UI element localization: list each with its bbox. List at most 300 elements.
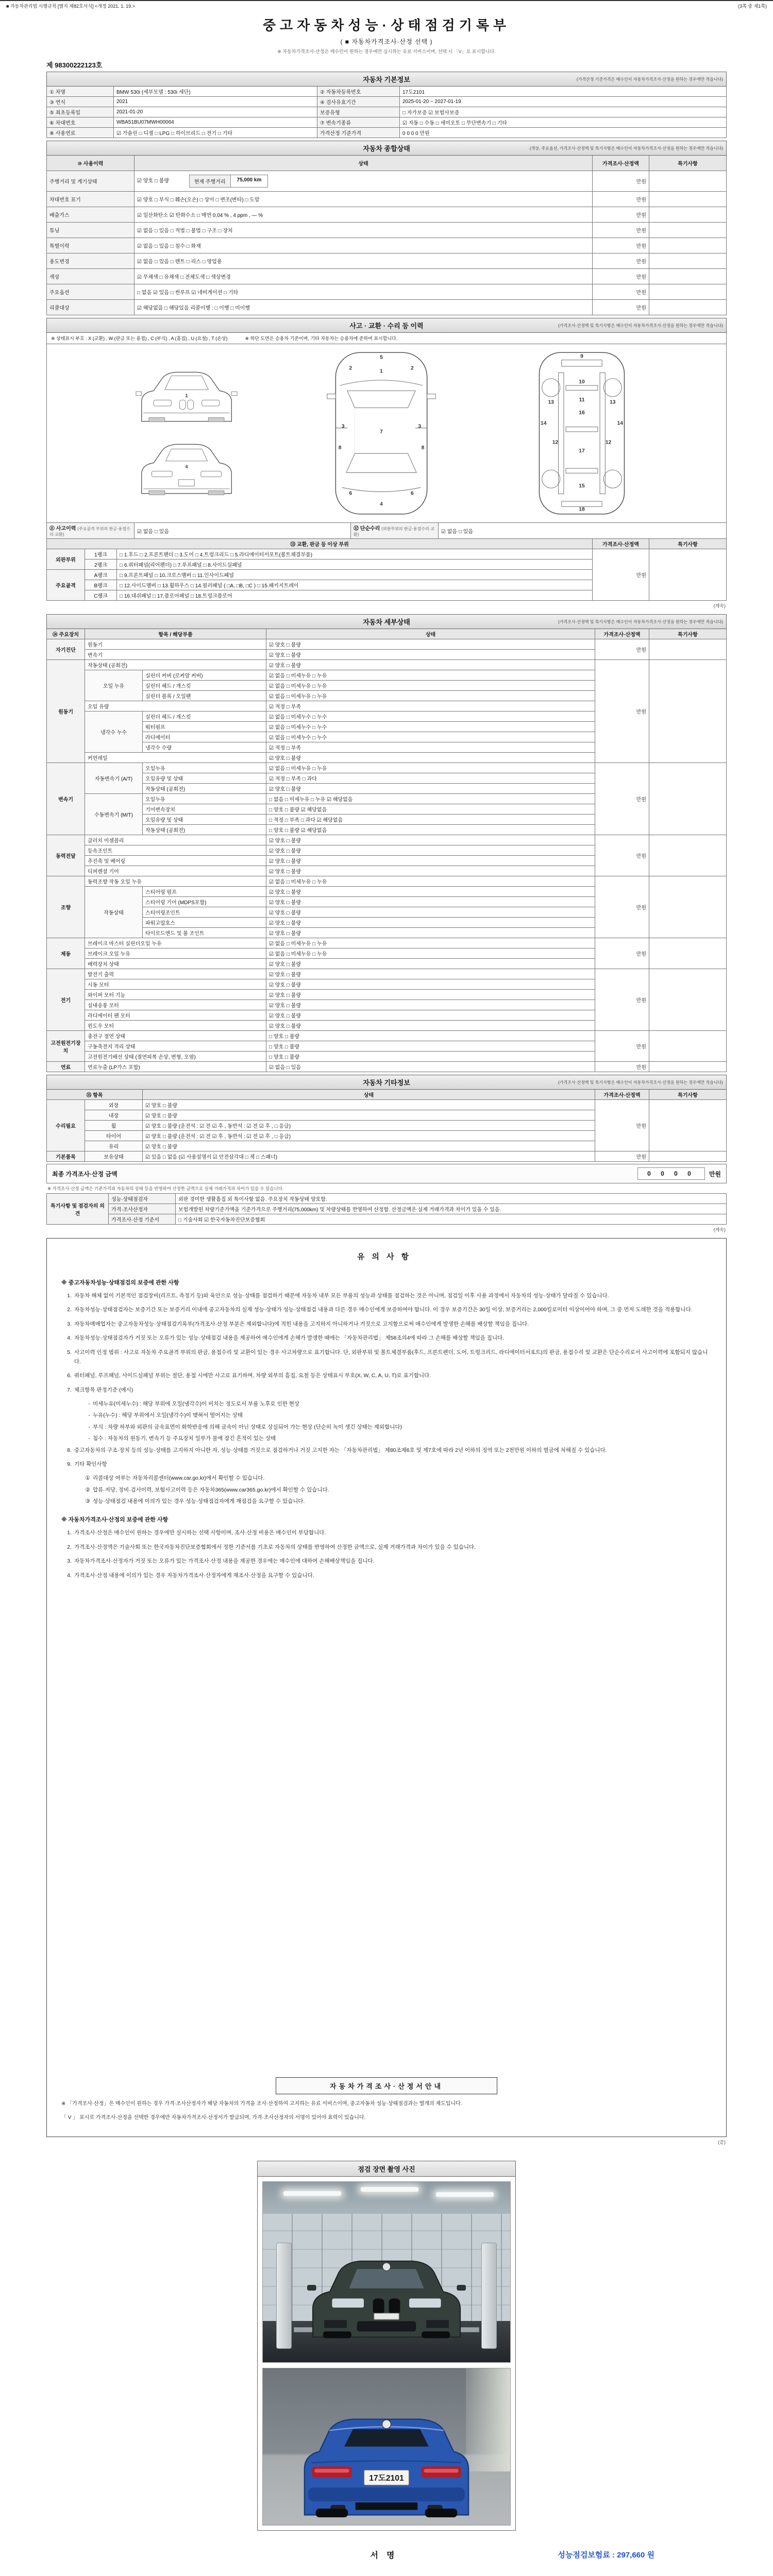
document-subnote: ※ 자동차가격조사·산정은 매수인이 원하는 경우에만 실시하는 유료 서비스이며, 선택 시 「V」로 표시합니다. <box>277 49 496 54</box>
car-elevation-diagrams <box>133 365 240 502</box>
notice-item-number: 7. <box>67 1386 72 1393</box>
svg-text:1: 1 <box>184 393 188 398</box>
document-number: 제 98300222123호 <box>46 61 103 69</box>
item-cell: 작동상태 (공회전) <box>143 825 266 835</box>
svg-text:11: 11 <box>579 397 584 403</box>
svg-text:12: 12 <box>605 439 611 446</box>
field-label: ① 차명 <box>47 87 114 97</box>
accident-checkboxes: ☑ 없음 □ 있음 <box>135 523 351 539</box>
subgroup-cell: 자동변속기 (A/T) <box>85 763 143 794</box>
field-label: 보증유형 <box>317 107 400 117</box>
note-cell <box>649 1031 727 1062</box>
svg-text:2: 2 <box>349 365 352 371</box>
state-cell: ☑ 없음 □ 있음 □ 렌트 □ 리스 □ 영업용 <box>135 253 593 269</box>
item-cell: 커먼레일 <box>85 753 266 763</box>
price-cell: 만원 <box>595 1062 649 1072</box>
price-cell: 만원 <box>595 876 649 938</box>
item-cell: 변속기 <box>85 650 266 660</box>
notice-item-number: ① <box>85 1475 90 1482</box>
notice-item <box>61 1371 712 1380</box>
workshop-ceiling <box>263 2182 510 2214</box>
subgroup-cell: 작동상태 <box>85 887 143 938</box>
state-cell: ☑ 양호 □ 불량 <box>266 1000 595 1010</box>
notice-item-number: 5. <box>67 1349 72 1355</box>
notice-item <box>61 1556 712 1566</box>
warranty-type-checkboxes: □ 자가보증 ☑ 보험사보증 <box>400 107 727 117</box>
state-cell: ☑ 양호 □ 불량 (운전석 : ☑ 전 ☑ 후 , 동반석 : ☑ 전 ☑ 후 , □ 응급) <box>143 1131 595 1141</box>
group-cell: 고전원전기장치 <box>47 1031 85 1062</box>
column-header: 가격조사·산정액 <box>595 629 649 639</box>
state-cell: ☑ 적정 □ 부족 <box>266 701 595 711</box>
state-cell: ☑ 없음 □ 있음 □ 침수 □ 화재 <box>135 238 593 253</box>
state-cell: ☑ 무채색 □ 유채색 □ 전체도색 □ 색상변경 <box>135 269 593 284</box>
item-cell: 보유상태 <box>85 1151 143 1162</box>
item-cell: 윈도우 모터 <box>85 1021 266 1031</box>
subgroup-cell: 수동변속기 (M/T) <box>85 794 143 835</box>
accident-flags-table <box>46 522 727 539</box>
item-cell: 휠 <box>85 1121 143 1131</box>
svg-text:15: 15 <box>578 483 585 489</box>
accident-label-text: ⑪ 사고이력 <box>49 526 76 532</box>
note-cell <box>649 300 727 315</box>
notice-item <box>61 1333 712 1343</box>
field-label: ⑤ 최초등록일 <box>47 107 114 117</box>
item-cell: 라디에이터 <box>143 732 266 742</box>
vin-value: WBA51BU07MWH00064 <box>114 117 317 128</box>
item-cell: 파워고압호스 <box>143 918 266 928</box>
notice-item-number: 8. <box>67 1447 72 1453</box>
state-cell: ☑ 양호 □ 불량 <box>266 866 595 876</box>
etc-info-note: (가격조사·산정액 및 특기사항은 매수인이 자동차가격조사·산정을 원하는 경우에만 적습니다) <box>558 1080 723 1084</box>
price-cell: 만원 <box>593 207 649 223</box>
row-label: 주요옵션 <box>47 284 135 300</box>
simple-repair-checkboxes: ☑ 없음 □ 있음 <box>439 523 727 539</box>
column-header: ⑮ 항목 <box>47 1090 143 1100</box>
note-cell <box>649 876 727 938</box>
price-cell: 만원 <box>595 1151 649 1162</box>
etc-info-header <box>46 1075 727 1090</box>
car-top-view-diagram <box>323 348 440 518</box>
top-meta-line <box>0 0 773 10</box>
item-cell: 실린더 커버 (로커암 커버) <box>143 670 266 681</box>
notice-item-number: ② <box>85 1486 90 1493</box>
rank-label: A랭크 <box>85 570 117 580</box>
basic-info-table <box>46 86 727 138</box>
row-label: 특별이력 <box>47 238 135 253</box>
column-header: 상태 <box>266 629 595 639</box>
group-cell: 기본품목 <box>47 1151 85 1162</box>
state-cell: ☑ 양호 □ 불량 <box>266 650 595 660</box>
signature-strip <box>46 2544 727 2565</box>
group-cell: 수리필요 <box>47 1100 85 1151</box>
simple-repair-label <box>351 523 439 539</box>
state-cell: ☑ 적정 □ 부족 □ 과다 <box>266 773 595 784</box>
notice-item-text: 가격조사·산정 내용에 이의가 있는 경우 자동차가격조사·산정자에게 재조사·산정을 요구할 수 있습니다. <box>74 1572 314 1579</box>
item-cell: 추진축 및 베어링 <box>85 856 266 866</box>
svg-text:1: 1 <box>380 368 383 375</box>
state-cell: ☑ 양호 □ 부식 □ 훼손(오손) □ 상이 □ 변조(변타) □ 도말 <box>135 192 593 207</box>
legend-note: ※ 하단 도면은 승용차 기준이며, 기타 자동차는 승용차에 준하여 표시합니다. <box>245 336 398 341</box>
state-cell: ☑ 일산화탄소 ☑ 탄화수소 □ 매연 0.04 % , 4 ppm , ― % <box>135 207 593 223</box>
svg-text:2: 2 <box>410 365 414 371</box>
row-label: 차대번호 표기 <box>47 192 135 207</box>
item-cell: 실린더 헤드 / 개스킷 <box>143 681 266 691</box>
etc-info-title: 자동차 기타정보 <box>363 1079 410 1087</box>
svg-text:8: 8 <box>421 445 425 451</box>
outer-panel-group-label: 외판부위 <box>47 549 85 570</box>
item-cell: 발전기 출력 <box>85 969 266 979</box>
notice-item-number: 2. <box>67 1307 72 1313</box>
state-cell: □ 양호 □ 불량 ☑ 해당없음 <box>266 825 595 835</box>
item-cell: 워터펌프 <box>143 722 266 732</box>
group-cell: 원동기 <box>47 660 85 763</box>
state-cell: ☑ 양호 □ 불량 <box>266 1010 595 1021</box>
state-cell: ☑ 없음 □ 미세누유 □ 누유 <box>266 681 595 691</box>
svg-text:3: 3 <box>341 423 345 430</box>
appraiser-opinion-text: 보험개발원 차량기준가액을 기준가격으로 주행거리(75,000km) 및 차량상태를 반영하여 산정함. 산정금액은 실제 거래가격과 차이가 있을 수 있음. <box>176 1204 727 1214</box>
final-price-unit: 만원 <box>709 1170 721 1178</box>
detail-state-header <box>46 614 727 629</box>
bmw-rear-view-photo-car <box>293 2402 480 2520</box>
state-cell: ☑ 양호 □ 불량 <box>266 979 595 990</box>
section-detail-state <box>46 614 727 1225</box>
notice-item-list-1 <box>61 1291 712 1508</box>
item-cell: 기어변속장치 <box>143 804 266 815</box>
price-cell: 만원 <box>595 835 649 876</box>
state-cell: ☑ 양호 □ 불량 <box>266 990 595 1000</box>
state-symbol-legend <box>46 332 727 344</box>
svg-text:12: 12 <box>552 439 558 446</box>
svg-text:14: 14 <box>617 420 623 427</box>
group-cell: 전기 <box>47 969 85 1031</box>
item-cell: 라디에이터 팬 모터 <box>85 1010 266 1021</box>
notice-item-number: - <box>88 1412 90 1419</box>
state-cell: ☑ 양호 □ 불량 <box>266 845 595 856</box>
inspection-photos-section <box>257 2161 516 2531</box>
notice-item-text: 미세누유(미세누수) : 해당 부위에 오일(냉각수)이 비치는 정도로서 부품 노후로 인한 현상 <box>93 1401 300 1407</box>
notice-item-number: 3. <box>67 1558 72 1565</box>
state-cell: ☑ 양호 □ 불량 <box>143 1141 595 1151</box>
svg-text:4: 4 <box>184 464 188 470</box>
item-cell: 충전구 절연 상태 <box>85 1031 266 1041</box>
item-cell: 와이퍼 모터 기능 <box>85 990 266 1000</box>
column-header: 특기사항 <box>649 1090 727 1100</box>
note-cell <box>649 1100 727 1151</box>
title-block <box>0 15 773 55</box>
notice-part2-title: ※ 자동차가격조사·산정의 보증에 관한 사항 <box>61 1517 169 1523</box>
car-underbody-diagram <box>523 348 641 518</box>
column-header: 특기사항 <box>649 539 727 549</box>
notice-item <box>61 1385 712 1395</box>
car-diagram-area <box>46 344 727 523</box>
group-cell: 연료 <box>47 1062 85 1072</box>
svg-text:17: 17 <box>578 448 585 454</box>
notice-item-text: 기타 확인사항 <box>74 1461 107 1467</box>
inspector-opinion-table <box>46 1193 727 1225</box>
price-cell: 만원 <box>595 763 649 835</box>
field-label: ④ 검사유효기간 <box>317 97 400 107</box>
column-header: 가격조사·산정액 <box>593 539 649 549</box>
notice-item <box>61 1305 712 1314</box>
price-cell: 만원 <box>595 969 649 1031</box>
price-cell: 만원 <box>595 660 649 763</box>
guide-line: ※ 「가격조사·산정」은 매수인이 원하는 경우 가격·조사산정자가 해당 자동차의 가격을 조사·산정하여 고지하는 유료 서비스이며, 중고자동차 성능·상태점검과는 별개의 제도입니다. <box>61 2101 462 2107</box>
state-cell: ☑ 없음 □ 미세누수 □ 누수 <box>266 732 595 742</box>
column-header: 상태 <box>143 1090 595 1100</box>
svg-text:7: 7 <box>380 429 383 435</box>
group-cell: 변속기 <box>47 763 85 835</box>
opinion-row-label: 가격조사·산정 기준서 <box>109 1214 176 1225</box>
item-cell: 스티어링 기어 (MDPS포함) <box>143 897 266 907</box>
state-cell: ☑ 적정 □ 부족 <box>266 742 595 753</box>
notice-item <box>61 1497 712 1506</box>
photo-rear-view <box>262 2368 511 2526</box>
state-cell: ☑ 없음 □ 미세누수 □ 누수 <box>266 711 595 722</box>
continuation-mark: (계속) <box>713 1227 726 1232</box>
notice-item-number: 2. <box>67 1544 72 1550</box>
state-cell: ☑ 양호 □ 불량 (운전석 : ☑ 전 ☑ 후 , 동반석 : ☑ 전 ☑ 후 , □ 응급) <box>143 1121 595 1131</box>
rank-label: C랭크 <box>85 590 117 601</box>
group-cell: 제동 <box>47 938 85 969</box>
document-subtitle: ( ■ 자동차가격조사·산정 선택 ) <box>340 38 433 45</box>
notice-item <box>61 1319 712 1329</box>
guide-box-title: 자동차가격조사·산정서안내 <box>276 2077 497 2094</box>
final-price-note: ※ 가격조사·산정 금액은 기준가격과 자동차의 상태 등을 반영하여 산정한 금액으로 실제 거래가격과 차이가 있을 수 있습니다. <box>47 1186 284 1191</box>
rank-items: □ 6.쿼터패널(리어펜더) □ 7.루프패널 □ 8.사이드실패널 <box>117 560 593 570</box>
notice-item-number: 3. <box>67 1320 72 1327</box>
final-price-label: 최종 가격조사·산정 금액 <box>52 1170 117 1178</box>
inspector-opinion-text: 외판 경미한 생활흠집 외 특이사항 없음. 주요장치 작동상태 양호함. <box>176 1194 727 1204</box>
transmission-checkboxes: ☑ 자동 □ 수동 □ 세미오토 □ 무단변속기 □ 기타 <box>400 117 727 128</box>
note-cell <box>649 253 727 269</box>
notice-item-text: 자동차 해체 없이 기본적인 점검장비(리프트, 측정기 등)와 육안으로 성능·상태를 점검하기 때문에 자동차 내부 모든 부품의 성능과 상태를 점검하는 것은 아니며, 점검일 이후 사용 과정에서 자동차의 성능·상태가 달라질 수 있습니다. <box>74 1293 609 1299</box>
item-cell: 연료누출 (LP가스 포함) <box>85 1062 266 1072</box>
opinion-group-label: 특기사항 및 점검자의 의견 <box>47 1194 109 1225</box>
accident-history-title: 사고 · 교환 · 수리 등 이력 <box>349 322 424 330</box>
group-cell: 동력전달 <box>47 835 85 876</box>
state-cell: ☑ 해당없음 □ 해당있음 리콜이행 : □ 이행 □ 미이행 <box>135 300 593 315</box>
notice-title: 유의사항 <box>357 1252 416 1261</box>
notice-item <box>61 1434 712 1443</box>
item-cell: 시동 모터 <box>85 979 266 990</box>
notice-item-text: 침수 : 자동차의 원동기, 변속기 등 주요장치 일부가 물에 잠긴 흔적이 있는 상태 <box>93 1435 276 1442</box>
price-cell: 만원 <box>593 549 649 601</box>
item-cell: 디퍼렌셜 기어 <box>85 866 266 876</box>
column-header: 가격조사·산정액 <box>593 156 649 171</box>
item-cell: 등속조인트 <box>85 845 266 856</box>
state-cell: □ 양호 □ 불량 <box>266 1041 595 1052</box>
state-cell: ☑ 양호 □ 불량 <box>266 928 595 938</box>
rank-label: 2랭크 <box>85 560 117 570</box>
state-cell: ☑ 양호 □ 불량 <box>266 660 595 670</box>
note-cell <box>649 763 727 835</box>
rank-label: B랭크 <box>85 580 117 590</box>
exchange-parts-header: ⑬ 교환, 판금 등 이상 부위 <box>47 539 593 549</box>
state-cell: ☑ 없음 □ 있음 <box>266 1062 595 1072</box>
price-cell: 만원 <box>595 1031 649 1062</box>
note-cell <box>649 1151 727 1162</box>
section-basic-info <box>46 72 727 601</box>
opinion-row-label: 가격·조사산정자 <box>109 1204 176 1214</box>
state-cell: ☑ 없음 □ 미세누유 □ 누유 <box>266 670 595 681</box>
rank-items: □ 9.프론트패널 □ 10.크로스멤버 □ 11.인사이드패널 <box>117 570 593 580</box>
state-cell: □ 없음 □ 미세누유 □ 누유 ☑ 해당없음 <box>266 794 595 804</box>
state-cell: ☑ 양호 □ 불량 <box>266 784 595 794</box>
note-cell <box>649 238 727 253</box>
item-cell: 작동상태 (공회전) <box>85 660 266 670</box>
state-cell <box>135 171 593 192</box>
note-cell <box>649 660 727 763</box>
note-cell <box>649 269 727 284</box>
legend-symbols: ※ 상태표시 부호 : X (교환) , W (판금 또는 용접) , C (부식) , A (흠집) , U (요철) , T (손상) <box>51 336 228 341</box>
appraisal-standard-checkboxes: □ 기술사회 ☑ 한국자동차진단보증협회 <box>176 1214 727 1225</box>
item-cell: 타이로드엔드 및 볼 조인트 <box>143 928 266 938</box>
state-cell: ☑ 양호 □ 불량 <box>266 856 595 866</box>
notice-item-text: 자동차매매업자는 중고자동차성능·상태점검기록부(가격조사·산정 부분은 제외합니다)에 적힌 내용을 고지하지 아니하거나 거짓으로 고지함으로써 매수인에게 발생한 손해를 배상할 책임을 집니다. <box>74 1320 529 1327</box>
notice-item-text: 사고이력 인정 범위 : 사고로 자동차 주요골격 부위의 판금, 용접수리 및 교환이 있는 경우 사고차량으로 표기합니다. 단, 외판부위 및 볼트체결부품(후드, 프론트펜더, 도어, 트렁크리드, 라디에이터서포트)의 판금, 용접수리 및 교환은 단순수리로서 사고이력에 포함되지 않습니다. <box>74 1349 708 1365</box>
state-cell: □ 양호 □ 불량 ☑ 해당없음 <box>266 804 595 815</box>
item-cell: 스티어링조인트 <box>143 907 266 918</box>
notice-item-text: 자동차성능·상태점검자가 거짓 또는 오류가 있는 성능·상태점검 내용을 제공하여 매수인에게 손해가 발생한 때에는 「자동차관리법」 제58조의4에 따라 그 손해를 배상할 책임을 집니다. <box>74 1335 505 1342</box>
state-cell: ☑ 양호 □ 불량 <box>266 753 595 763</box>
notice-part1-title: ※ 중고자동차성능·상태점검의 보증에 관한 사항 <box>61 1280 179 1286</box>
state-cell: ☑ 없음 □ 미세누유 □ 누유 <box>266 763 595 773</box>
item-cell: 타이어 <box>85 1131 143 1141</box>
notice-item-number: ③ <box>85 1498 90 1504</box>
item-cell: 오일누유 <box>143 763 266 773</box>
state-cell: ☑ 양호 □ 불량 <box>143 1110 595 1121</box>
notice-item-number: - <box>88 1401 90 1407</box>
notice-item <box>61 1543 712 1552</box>
note-cell <box>649 549 727 601</box>
detail-state-title: 자동차 세부상태 <box>363 618 410 626</box>
notice-item <box>61 1422 712 1432</box>
note-cell <box>649 969 727 1031</box>
notice-item-text: 압류·저당, 정비·검사이력, 보험사고이력 등은 자동차365(www.car365.go.kr)에서 확인할 수 있습니다. <box>93 1486 329 1493</box>
svg-text:13: 13 <box>547 399 554 405</box>
note-cell <box>649 835 727 876</box>
field-label: 가격산정 기준가격 <box>317 128 400 138</box>
state-cell: ☑ 양호 □ 불량 <box>266 959 595 969</box>
final-price-row <box>46 1164 727 1183</box>
price-cell: 만원 <box>593 284 649 300</box>
row-label: 색상 <box>47 269 135 284</box>
notice-item <box>61 1411 712 1420</box>
notice-item <box>61 1348 712 1367</box>
note-cell <box>649 223 727 238</box>
svg-text:10: 10 <box>578 379 585 385</box>
svg-text:13: 13 <box>609 399 616 405</box>
base-price-value: 0 0 0 0 만원 <box>400 128 727 138</box>
notice-item-text: 누유(누수) : 해당 부위에서 오일(냉각수)이 맺혀서 떨어지는 상태 <box>93 1412 243 1419</box>
detail-state-table <box>46 629 727 1072</box>
rank-label: 1랭크 <box>85 549 117 560</box>
state-cell: ☑ 양호 □ 불량 <box>266 918 595 928</box>
notice-item-text: 성능·상태점검 내용에 이의가 있는 경우 성능·상태점검자에게 재점검을 요구할 수 있습니다. <box>93 1498 305 1504</box>
state-cell: ☑ 양호 □ 불량 <box>266 835 595 845</box>
price-cell: 만원 <box>593 300 649 315</box>
state-checkboxes: ☑ 양호 □ 불량 <box>137 178 169 184</box>
accident-label-sub: (주요골격 부위의 판금·용접수리·교환) <box>49 527 130 537</box>
notice-item <box>61 1291 712 1300</box>
state-cell: □ 적정 □ 부족 □ 과다 ☑ 해당없음 <box>266 815 595 825</box>
item-cell: 내장 <box>85 1110 143 1121</box>
item-cell: 스티어링 펌프 <box>143 887 266 897</box>
column-header: 특기사항 <box>649 629 727 639</box>
svg-text:4: 4 <box>380 501 383 507</box>
item-cell: 동력조향 작동 오일 누유 <box>85 876 266 887</box>
item-cell: 실내송풍 모터 <box>85 1000 266 1010</box>
inspection-insurance-premium: 성능점검보험료 : 297,660 원 <box>558 2550 654 2560</box>
detail-state-note: (가격조사·산정액 및 특기사항은 매수인이 자동차가격조사·산정을 원하는 경우에만 적습니다) <box>558 619 723 624</box>
notice-item-text: 가격조사·산정액은 기술사회 또는 한국자동차진단보증협회에서 정한 기준서를 기초로 자동차의 상태를 반영하여 산정한 금액으로, 실제 거래가격과 차이가 있을 수 있습니다. <box>74 1544 476 1550</box>
fluorescent-light <box>436 2192 494 2197</box>
group-cell: 조향 <box>47 876 85 938</box>
inspection-period-value: 2025-01-20 ~ 2027-01-19 <box>400 97 727 107</box>
state-cell: ☑ 없음 □ 미세누유 □ 누유 <box>266 948 595 959</box>
rank-items: □ 16.대쉬패널 □ 17.플로어패널 □ 18.트렁크플로어 <box>117 590 593 601</box>
notice-item <box>61 1399 712 1409</box>
svg-text:14: 14 <box>540 420 546 427</box>
notice-item <box>61 1528 712 1537</box>
notice-item-list-2 <box>61 1528 712 1585</box>
note-cell <box>649 1062 727 1072</box>
model-year-value: 2021 <box>114 97 317 107</box>
state-cell: ☑ 양호 □ 불량 <box>266 897 595 907</box>
state-cell: ☑ 양호 □ 불량 <box>266 887 595 897</box>
photos-container <box>258 2177 515 2530</box>
state-cell: ☑ 없음 □ 미세누수 □ 누수 <box>266 722 595 732</box>
notice-item <box>61 1473 712 1483</box>
rank-items: □ 1.후드 □ 2.프론트펜더 □ 3.도어 □ 4.트렁크리드 □ 5.라디에이터서포트(볼트체결부품) <box>117 549 593 560</box>
note-cell <box>649 192 727 207</box>
fuel-checkboxes: ☑ 가솔린 □ 디젤 □ LPG □ 하이브리드 □ 전기 □ 기타 <box>114 128 317 138</box>
column-header: 특기사항 <box>649 156 727 171</box>
item-cell: 고전원전기배선 상태 (절연피복 손상, 변형, 오염) <box>85 1052 266 1062</box>
state-cell: ☑ 양호 □ 불량 <box>266 1021 595 1031</box>
notice-item-number: - <box>88 1435 90 1442</box>
state-cell: ☑ 없음 □ 미세누유 □ 누유 <box>266 938 595 948</box>
first-registration-value: 2021-01-20 <box>114 107 317 117</box>
item-cell: 작동상태 (공회전) <box>143 784 266 794</box>
notice-item-number: 1. <box>67 1530 72 1536</box>
car-name-value: BMW 530i (세부모델 : 530i 세단) <box>114 87 317 97</box>
lift-post-left <box>276 2243 292 2349</box>
notice-section <box>46 1238 727 2137</box>
registration-number-value: 17도2101 <box>400 87 727 97</box>
fluorescent-light <box>361 2187 418 2192</box>
state-cell: ☑ 없음 □ 미세누유 □ 누유 <box>266 876 595 887</box>
odometer-label: 현재 주행거리 <box>190 175 231 187</box>
price-cell: 만원 <box>593 171 649 192</box>
state-cell: □ 양호 □ 불량 <box>266 1031 595 1041</box>
state-cell: ☑ 양호 □ 불량 <box>266 969 595 979</box>
price-cell: 만원 <box>595 639 649 660</box>
notice-item-number: 4. <box>67 1335 72 1342</box>
notice-item-text: 자동차성능·상태점검자는 보증기간 또는 보증거리 이내에 중고자동차의 실제 성능·상태가 성능·상태점검 내용과 다른 경우 매수인에게 보증하여야 합니다. 이 경우 보증기간은 30일 이상, 보증거리는 2,000킬로미터 이상이어야 하며, 그 중 먼저 도래한 것을 적용합니다. <box>74 1307 693 1313</box>
notice-item-text: 쿼터패널, 루프패널, 사이드실패널 부위는 절단, 용접 시에만 사고로 표기하며, 차량 외부의 흠집, 요철 등은 상태표시 부호(X, W, C, A, U, T)로 표기합니다. <box>74 1372 431 1379</box>
svg-text:9: 9 <box>580 353 583 360</box>
item-cell: 외장 <box>85 1100 143 1110</box>
item-cell: 배력장치 상태 <box>85 959 266 969</box>
notice-item-number: 6. <box>67 1372 72 1379</box>
subgroup-cell: 냉각수 누수 <box>85 711 143 753</box>
repair-label-text: ⑫ 단순수리 <box>354 526 380 532</box>
photo-front-on-lift <box>262 2181 511 2363</box>
odometer-gauge <box>189 175 268 188</box>
continuation-mark: (계속) <box>713 603 726 608</box>
field-label: ③ 연식 <box>47 97 114 107</box>
